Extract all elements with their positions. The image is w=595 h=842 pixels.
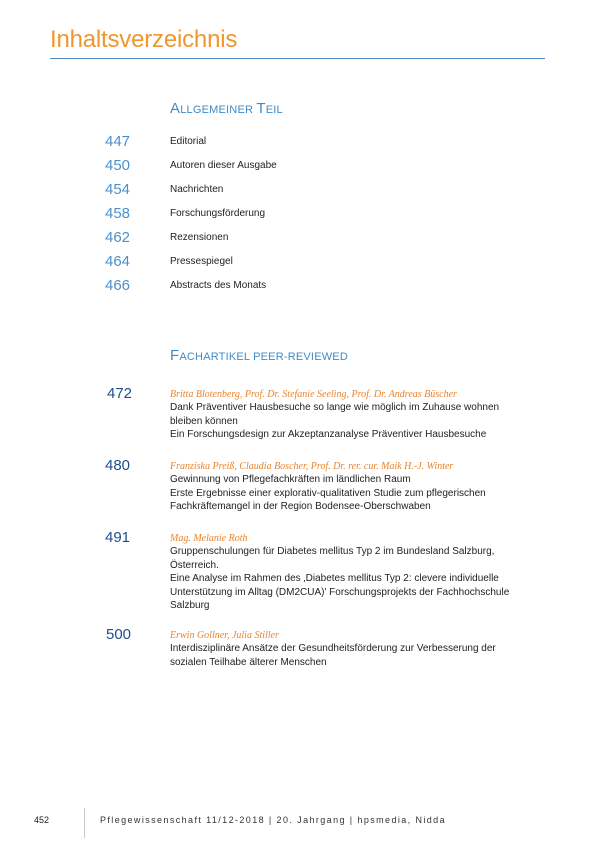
article-subtitle-line: Erste Ergebnisse einer explorativ-qualitativen Studie zum pflegerischen (170, 487, 486, 499)
toc-item-autoren[interactable] (0, 157, 595, 177)
footer-publication-info: Pflegewissenschaft 11/12-2018 | 20. Jahrgang | hpsmedia, Nidda (100, 815, 446, 825)
title-rule (50, 58, 545, 59)
toc-page-number: 454 (105, 181, 131, 198)
toc-label: Editorial (170, 136, 207, 147)
article-body (170, 388, 540, 442)
article-page-number: 472 (107, 385, 133, 402)
toc-label: Forschungsförderung (170, 208, 266, 219)
article-authors: Britta Blotenberg, Prof. Dr. Stefanie Seeling, Prof. Dr. Andreas Büscher (170, 389, 457, 400)
article-subtitle-line: Fachkräftemangel in der Region Bodensee-Oberschwaben (170, 501, 431, 512)
toc-page-number: 464 (105, 253, 131, 270)
section-heading-articles (170, 347, 348, 364)
article-subtitle-line: Salzburg (170, 600, 210, 611)
page-footer (0, 808, 595, 838)
toc-label: Rezensionen (170, 232, 229, 243)
toc-page-number: 466 (105, 277, 131, 294)
article-authors: Franziska Preiß, Claudia Boscher, Prof. Dr. rer. cur. Maik H.-J. Winter (170, 461, 454, 472)
article-title-line: Österreich. (170, 559, 219, 571)
toc-page-number: 450 (105, 157, 131, 174)
article-title-line: bleiben können (170, 415, 238, 427)
article-authors: Mag. Melanie Roth (170, 533, 248, 544)
article-title-line: sozialen Teilhabe älterer Menschen (170, 656, 327, 668)
article-subtitle-line: Unterstützung im Alltag (DM2CUA)' Forschungsprojekts der Fachhochschule (170, 586, 510, 598)
footer-page-number: 452 (34, 815, 50, 825)
article-title-line: Gruppenschulungen für Diabetes mellitus Typ 2 im Bundesland Salzburg, (170, 546, 495, 557)
toc-label: Autoren dieser Ausgabe (170, 160, 277, 171)
article-title-line: Gewinnung von Pflegefachkräften im ländlichen Raum (170, 474, 411, 485)
footer-divider (84, 808, 85, 838)
section-heading-general (170, 100, 283, 117)
toc-label: Abstracts des Monats (170, 280, 267, 291)
article-title-line: Dank Präventiver Hausbesuche so lange wie möglich im Zuhause wohnen (170, 402, 500, 413)
toc-page-number: 447 (105, 133, 131, 150)
article-page-number: 491 (105, 529, 131, 546)
toc-item-rezensionen[interactable] (0, 229, 595, 249)
toc-page-number: 462 (105, 229, 131, 246)
toc-page-number: 458 (105, 205, 131, 222)
toc-item-nachrichten[interactable] (0, 181, 595, 201)
toc-label: Pressespiegel (170, 256, 233, 267)
heading-part: EIL (265, 104, 283, 116)
article-subtitle-line: Eine Analyse im Rahmen des ‚Diabetes mellitus Typ 2: clevere individuelle (170, 573, 499, 584)
article-body (170, 532, 540, 613)
article-authors: Erwin Gollner, Julia Stiller (170, 630, 279, 641)
toc-item-pressespiegel[interactable] (0, 253, 595, 273)
heading-cap: A (170, 100, 181, 117)
heading-part: ACHARTIKEL PEER-REVIEWED (179, 351, 348, 363)
toc-item-abstracts[interactable] (0, 277, 595, 297)
article-body (170, 629, 540, 669)
article-page-number: 480 (105, 457, 131, 474)
article-title-line: Interdisziplinäre Ansätze der Gesundheitsförderung zur Verbesserung der (170, 643, 496, 654)
heading-cap: T (256, 100, 266, 117)
page-title: Inhaltsverzeichnis (50, 26, 238, 53)
heading-cap: F (170, 347, 180, 364)
article-body (170, 460, 540, 514)
toc-item-forschungsfoerderung[interactable] (0, 205, 595, 225)
article-subtitle-line: Ein Forschungsdesign zur Akzeptanzanalyse Präventiver Hausbesuche (170, 429, 487, 440)
toc-item-editorial[interactable] (0, 133, 595, 153)
heading-part: LLGEMEINER (180, 104, 257, 116)
toc-label: Nachrichten (170, 184, 224, 195)
article-page-number: 500 (106, 626, 132, 643)
